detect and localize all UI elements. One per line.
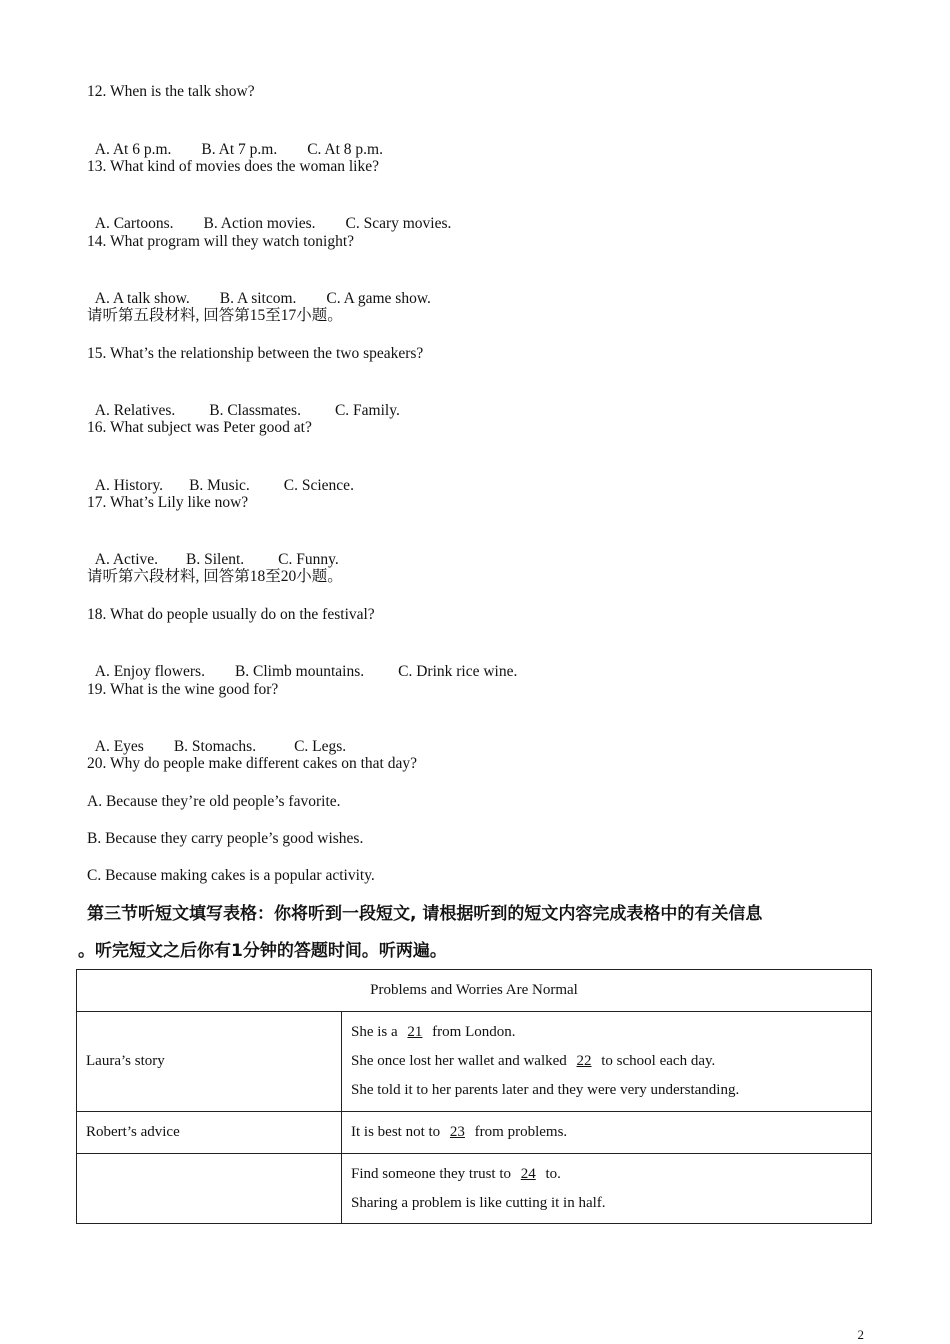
question-14: 14. What program will they watch tonight? [87,233,355,250]
option-20c: C. Because making cakes is a popular activity. [87,867,375,884]
options-17 [87,530,339,570]
section3-heading-line2: 。听完短文之后你有1分钟的答题时间。听两遍。 [78,941,447,961]
option-a: A. Relatives. [94,402,176,419]
row-label-robert: Robert’s advice [77,1112,342,1154]
info-table [76,969,872,1224]
option-b: B. Silent. [186,551,245,568]
option-c: C. Legs. [294,738,347,755]
option-c: C. Scary movies. [345,215,452,232]
options-18 [87,642,517,682]
row-content-robert [342,1112,872,1154]
option-c: C. Funny. [278,551,339,568]
option-a: A. Active. [94,551,159,568]
laura-line-3: She told it to her parents later and they were very understanding. [351,1082,740,1098]
option-a: A. Enjoy flowers. [94,663,205,680]
option-a: A. Eyes [94,738,144,755]
question-12: 12. When is the talk show? [87,83,255,100]
advice-line-1: Find someone they trust to 24 to. [351,1160,862,1189]
question-13: 13. What kind of movies does the woman like? [87,158,380,175]
options-13 [87,194,451,234]
laura-line-2: She once lost her wallet and walked 22 to school each day. [351,1047,862,1076]
options-16 [87,456,354,496]
blank-23[interactable]: 23 [449,1124,465,1140]
option-20b: B. Because they carry people’s good wishes. [87,830,364,847]
option-a: A. A talk show. [94,290,190,307]
section3-heading-line1: 第三节听短文填写表格：你将听到一段短文, 请根据听到的短文内容完成表格中的有关信息 [87,904,763,924]
robert-line-1: It is best not to 23 from problems. [351,1118,862,1147]
option-b: B. Classmates. [209,402,301,419]
option-c: C. Science. [283,477,354,494]
option-b: B. Music. [189,477,250,494]
option-a: A. Cartoons. [94,215,174,232]
question-19: 19. What is the wine good for? [87,681,279,698]
question-16: 16. What subject was Peter good at? [87,419,312,436]
options-15 [87,381,400,421]
question-17: 17. What’s Lily like now? [87,494,249,511]
blank-21[interactable]: 21 [407,1024,423,1040]
option-b: B. Stomachs. [173,738,257,755]
option-c: C. A game show. [326,290,431,307]
option-a: A. At 6 p.m. [94,141,172,158]
row-label-laura: Laura’s story [77,1012,342,1112]
row-content-advice [342,1154,872,1224]
blank-22[interactable]: 22 [576,1053,592,1069]
page-number: 2 [857,1327,864,1342]
options-12 [87,120,383,160]
instruction-18-20: 请听第六段材料, 回答第18至20小题。 [87,568,343,585]
instruction-15-17: 请听第五段材料, 回答第15至17小题。 [87,307,343,324]
advice-line-2: Sharing a problem is like cutting it in half. [351,1194,606,1211]
laura-line-1: She is a 21 from London. [351,1018,862,1047]
option-a: A. History. [94,477,164,494]
row-label-empty [77,1154,342,1224]
question-15: 15. What’s the relationship between the two speakers? [87,345,424,362]
blank-24[interactable]: 24 [520,1165,536,1182]
option-b: B. Climb mountains. [234,663,365,680]
options-19 [87,717,346,757]
table-title: Problems and Worries Are Normal [77,970,872,1012]
option-b: B. Action movies. [203,215,316,232]
option-c: C. At 8 p.m. [307,141,383,158]
option-20a: A. Because they’re old people’s favorite. [87,793,341,810]
option-c: C. Drink rice wine. [398,663,518,680]
question-20: 20. Why do people make different cakes on that day? [87,755,417,772]
row-content-laura [342,1012,872,1112]
option-c: C. Family. [334,402,400,419]
options-14 [87,269,431,309]
option-b: B. A sitcom. [219,290,297,307]
option-b: B. At 7 p.m. [201,141,278,158]
question-18: 18. What do people usually do on the festival? [87,606,375,623]
